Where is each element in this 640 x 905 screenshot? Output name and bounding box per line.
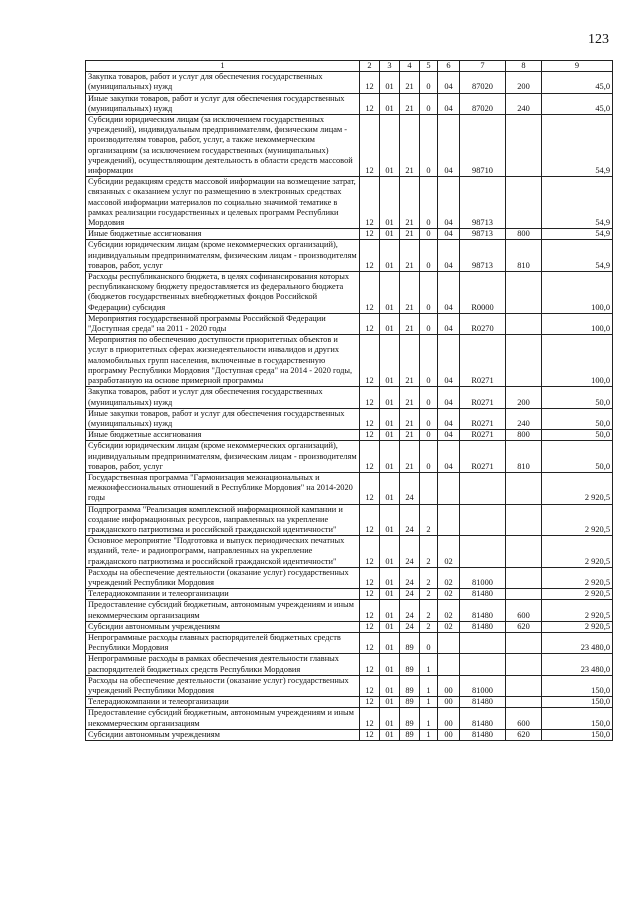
code-direction: 81480 xyxy=(460,589,506,600)
code-expense-type xyxy=(506,313,542,334)
code-subprogram: 1 xyxy=(420,708,438,729)
table-row xyxy=(86,93,613,114)
table-row xyxy=(86,708,613,729)
amount: 2 920,5 xyxy=(542,567,613,588)
code-section: 01 xyxy=(380,589,400,600)
table-row xyxy=(86,441,613,473)
code-ministry: 12 xyxy=(360,229,380,240)
code-section: 01 xyxy=(380,567,400,588)
expense-name: Иные закупки товаров, работ и услуг для обеспечения государственных (муниципальных) нужд xyxy=(86,93,360,114)
code-program: 21 xyxy=(400,272,420,314)
code-ministry: 12 xyxy=(360,729,380,740)
code-section: 01 xyxy=(380,313,400,334)
code-subprogram: 0 xyxy=(420,632,438,653)
expense-name: Государственная программа "Гармонизация межнациональных и межконфессиональных отношений в Республике Мордовия" на 2014-2020 годы xyxy=(86,472,360,504)
code-subprogram: 1 xyxy=(420,675,438,696)
code-subprogram: 0 xyxy=(420,430,438,441)
code-event: 04 xyxy=(438,93,460,114)
table-row xyxy=(86,229,613,240)
code-program: 89 xyxy=(400,675,420,696)
amount: 23 480,0 xyxy=(542,632,613,653)
table-row xyxy=(86,472,613,504)
table-row xyxy=(86,313,613,334)
code-direction: 98713 xyxy=(460,229,506,240)
code-ministry: 12 xyxy=(360,675,380,696)
code-expense-type xyxy=(506,335,542,387)
code-direction: R0271 xyxy=(460,441,506,473)
code-program: 21 xyxy=(400,430,420,441)
code-event: 02 xyxy=(438,536,460,568)
amount: 50,0 xyxy=(542,387,613,408)
code-subprogram: 0 xyxy=(420,335,438,387)
expense-name: Субсидии автономным учреждениям xyxy=(86,621,360,632)
code-expense-type xyxy=(506,675,542,696)
table-row xyxy=(86,729,613,740)
code-ministry: 12 xyxy=(360,313,380,334)
amount: 50,0 xyxy=(542,430,613,441)
code-expense-type xyxy=(506,504,542,536)
expense-name: Иные бюджетные ассигнования xyxy=(86,430,360,441)
code-expense-type: 810 xyxy=(506,441,542,473)
code-event xyxy=(438,632,460,653)
code-expense-type xyxy=(506,272,542,314)
table-row xyxy=(86,567,613,588)
code-program: 24 xyxy=(400,589,420,600)
code-expense-type xyxy=(506,177,542,229)
expense-name: Мероприятия по обеспечению доступности приоритетных объектов и услуг в приоритетных сферах жизнедеятельности инвалидов и других маломобильных групп населения, включенные в государственную программу Республики Мордовия "Доступная среда" на 2014 - 2020 годы, разработанную на основе примерной программы xyxy=(86,335,360,387)
code-event: 00 xyxy=(438,708,460,729)
code-section: 01 xyxy=(380,240,400,272)
table-row xyxy=(86,654,613,675)
code-section: 01 xyxy=(380,430,400,441)
code-direction: R0271 xyxy=(460,430,506,441)
code-program: 21 xyxy=(400,335,420,387)
code-direction: 81480 xyxy=(460,697,506,708)
table-row xyxy=(86,504,613,536)
expense-name: Субсидии юридическим лицам (за исключением государственных учреждений), индивидуальным предпринимателям, физическим лицам - производителям товаров, работ, услуг, а также некоммерческим организациям (за исключением государственных (муниципальных) учреждений), осуществляющим деятельность в области средств массовой информации xyxy=(86,115,360,177)
code-subprogram: 0 xyxy=(420,408,438,429)
table-row xyxy=(86,272,613,314)
amount: 100,0 xyxy=(542,335,613,387)
table-row xyxy=(86,115,613,177)
amount: 2 920,5 xyxy=(542,621,613,632)
code-program: 21 xyxy=(400,177,420,229)
code-ministry: 12 xyxy=(360,115,380,177)
column-number-row xyxy=(86,61,613,72)
code-ministry: 12 xyxy=(360,504,380,536)
code-ministry: 12 xyxy=(360,632,380,653)
code-ministry: 12 xyxy=(360,567,380,588)
expense-name: Телерадиокомпании и телеорганизации xyxy=(86,697,360,708)
page-number: 123 xyxy=(588,32,609,47)
amount: 100,0 xyxy=(542,272,613,314)
code-expense-type xyxy=(506,589,542,600)
code-section: 01 xyxy=(380,600,400,621)
code-ministry: 12 xyxy=(360,387,380,408)
code-ministry: 12 xyxy=(360,589,380,600)
code-ministry: 12 xyxy=(360,177,380,229)
amount: 50,0 xyxy=(542,441,613,473)
code-ministry: 12 xyxy=(360,408,380,429)
expense-name: Закупка товаров, работ и услуг для обеспечения государственных (муниципальных) нужд xyxy=(86,387,360,408)
code-direction: 87020 xyxy=(460,93,506,114)
code-ministry: 12 xyxy=(360,441,380,473)
table-row xyxy=(86,632,613,653)
expense-name: Расходы республиканского бюджета, в целях софинансирования которых республиканскому бюджету предоставляется из федерального бюджета (бюджетов государственных внебюджетных фондов Российской Федерации) субсидия xyxy=(86,272,360,314)
code-direction: 81480 xyxy=(460,729,506,740)
code-event: 02 xyxy=(438,621,460,632)
table-row xyxy=(86,621,613,632)
column-header: 2 xyxy=(360,61,380,72)
code-expense-type xyxy=(506,697,542,708)
code-event: 04 xyxy=(438,115,460,177)
expense-name: Закупка товаров, работ и услуг для обеспечения государственных (муниципальных) нужд xyxy=(86,72,360,93)
table-row xyxy=(86,536,613,568)
code-event: 04 xyxy=(438,313,460,334)
table-row xyxy=(86,335,613,387)
code-ministry: 12 xyxy=(360,600,380,621)
code-event: 02 xyxy=(438,589,460,600)
code-ministry: 12 xyxy=(360,472,380,504)
code-subprogram: 2 xyxy=(420,536,438,568)
code-event: 02 xyxy=(438,567,460,588)
amount: 50,0 xyxy=(542,408,613,429)
expense-name: Основное мероприятие "Подготовка и выпуск периодических печатных изданий, теле- и радиопрограмм, направленных на укрепление гражданского патриотизма и российской гражданской идентичности" xyxy=(86,536,360,568)
code-program: 24 xyxy=(400,504,420,536)
amount: 54,9 xyxy=(542,177,613,229)
amount: 23 480,0 xyxy=(542,654,613,675)
code-event: 04 xyxy=(438,335,460,387)
code-section: 01 xyxy=(380,708,400,729)
code-ministry: 12 xyxy=(360,335,380,387)
code-event: 04 xyxy=(438,177,460,229)
expense-name: Субсидии юридическим лицам (кроме некоммерческих организаций), индивидуальным предпринимателям, физическим лицам - производителям товаров, работ, услуг xyxy=(86,441,360,473)
amount: 100,0 xyxy=(542,313,613,334)
column-header: 9 xyxy=(542,61,613,72)
code-direction: R0271 xyxy=(460,335,506,387)
code-ministry: 12 xyxy=(360,72,380,93)
expense-name: Предоставление субсидий бюджетным, автономным учреждениям и иным некоммерческим организациям xyxy=(86,600,360,621)
table-row xyxy=(86,408,613,429)
amount: 2 920,5 xyxy=(542,504,613,536)
code-program: 89 xyxy=(400,632,420,653)
code-event: 00 xyxy=(438,697,460,708)
code-section: 01 xyxy=(380,504,400,536)
code-program: 21 xyxy=(400,408,420,429)
code-subprogram: 2 xyxy=(420,621,438,632)
code-ministry: 12 xyxy=(360,708,380,729)
code-direction xyxy=(460,536,506,568)
code-subprogram: 1 xyxy=(420,729,438,740)
code-subprogram: 2 xyxy=(420,567,438,588)
code-expense-type: 600 xyxy=(506,708,542,729)
code-subprogram: 0 xyxy=(420,441,438,473)
column-header: 1 xyxy=(86,61,360,72)
code-section: 01 xyxy=(380,729,400,740)
code-ministry: 12 xyxy=(360,621,380,632)
amount: 150,0 xyxy=(542,697,613,708)
expense-name: Непрограммные расходы в рамках обеспечения деятельности главных распорядителей бюджетных средств Республики Мордовия xyxy=(86,654,360,675)
code-direction: 98713 xyxy=(460,177,506,229)
code-section: 01 xyxy=(380,272,400,314)
expense-name: Расходы на обеспечение деятельности (оказание услуг) государственных учреждений Республики Мордовия xyxy=(86,567,360,588)
code-program: 89 xyxy=(400,708,420,729)
code-direction: R0270 xyxy=(460,313,506,334)
code-program: 89 xyxy=(400,654,420,675)
amount: 150,0 xyxy=(542,708,613,729)
table-row xyxy=(86,177,613,229)
code-event: 00 xyxy=(438,675,460,696)
expense-name: Иные бюджетные ассигнования xyxy=(86,229,360,240)
expense-name: Иные закупки товаров, работ и услуг для обеспечения государственных (муниципальных) нужд xyxy=(86,408,360,429)
code-direction: 81000 xyxy=(460,675,506,696)
code-section: 01 xyxy=(380,93,400,114)
code-direction xyxy=(460,654,506,675)
code-program: 24 xyxy=(400,621,420,632)
code-direction: R0271 xyxy=(460,408,506,429)
code-subprogram: 0 xyxy=(420,272,438,314)
code-ministry: 12 xyxy=(360,272,380,314)
code-event xyxy=(438,654,460,675)
code-ministry: 12 xyxy=(360,430,380,441)
amount: 2 920,5 xyxy=(542,472,613,504)
code-expense-type: 620 xyxy=(506,729,542,740)
expense-name: Предоставление субсидий бюджетным, автономным учреждениям и иным некоммерческим организациям xyxy=(86,708,360,729)
code-event: 04 xyxy=(438,272,460,314)
code-section: 01 xyxy=(380,654,400,675)
code-subprogram: 0 xyxy=(420,240,438,272)
code-direction: 87020 xyxy=(460,72,506,93)
code-program: 21 xyxy=(400,72,420,93)
code-subprogram: 0 xyxy=(420,72,438,93)
code-expense-type: 240 xyxy=(506,93,542,114)
code-expense-type xyxy=(506,654,542,675)
code-subprogram xyxy=(420,472,438,504)
amount: 45,0 xyxy=(542,72,613,93)
code-program: 21 xyxy=(400,387,420,408)
code-subprogram: 1 xyxy=(420,697,438,708)
code-expense-type: 200 xyxy=(506,72,542,93)
code-subprogram: 2 xyxy=(420,504,438,536)
code-section: 01 xyxy=(380,335,400,387)
amount: 150,0 xyxy=(542,675,613,696)
table-row xyxy=(86,72,613,93)
code-section: 01 xyxy=(380,72,400,93)
amount: 150,0 xyxy=(542,729,613,740)
table-row xyxy=(86,430,613,441)
code-section: 01 xyxy=(380,621,400,632)
code-section: 01 xyxy=(380,675,400,696)
amount: 54,9 xyxy=(542,240,613,272)
code-program: 24 xyxy=(400,600,420,621)
code-program: 89 xyxy=(400,697,420,708)
code-program: 21 xyxy=(400,229,420,240)
code-ministry: 12 xyxy=(360,93,380,114)
code-expense-type: 810 xyxy=(506,240,542,272)
code-expense-type xyxy=(506,472,542,504)
expense-name: Субсидии юридическим лицам (кроме некоммерческих организаций), индивидуальным предпринимателям, физическим лицам - производителям товаров, работ, услуг xyxy=(86,240,360,272)
code-expense-type: 800 xyxy=(506,229,542,240)
code-direction: R0271 xyxy=(460,387,506,408)
code-expense-type: 200 xyxy=(506,387,542,408)
code-section: 01 xyxy=(380,177,400,229)
amount: 45,0 xyxy=(542,93,613,114)
table-row xyxy=(86,600,613,621)
code-subprogram: 0 xyxy=(420,313,438,334)
column-header: 5 xyxy=(420,61,438,72)
code-direction xyxy=(460,504,506,536)
code-event: 00 xyxy=(438,729,460,740)
expense-name: Расходы на обеспечение деятельности (оказание услуг) государственных учреждений Республики Мордовия xyxy=(86,675,360,696)
code-direction: 81480 xyxy=(460,600,506,621)
code-direction: 81480 xyxy=(460,621,506,632)
code-section: 01 xyxy=(380,472,400,504)
code-expense-type: 800 xyxy=(506,430,542,441)
code-event: 04 xyxy=(438,240,460,272)
code-direction xyxy=(460,632,506,653)
code-expense-type xyxy=(506,567,542,588)
code-program: 21 xyxy=(400,313,420,334)
code-program: 24 xyxy=(400,472,420,504)
code-direction: R0000 xyxy=(460,272,506,314)
code-direction: 98710 xyxy=(460,115,506,177)
code-section: 01 xyxy=(380,387,400,408)
code-subprogram: 0 xyxy=(420,177,438,229)
expense-name: Субсидии автономным учреждениям xyxy=(86,729,360,740)
code-subprogram: 2 xyxy=(420,589,438,600)
code-program: 24 xyxy=(400,536,420,568)
code-section: 01 xyxy=(380,697,400,708)
code-program: 21 xyxy=(400,240,420,272)
column-header: 4 xyxy=(400,61,420,72)
code-section: 01 xyxy=(380,536,400,568)
code-section: 01 xyxy=(380,229,400,240)
amount: 2 920,5 xyxy=(542,589,613,600)
budget-table xyxy=(85,60,613,741)
code-section: 01 xyxy=(380,632,400,653)
code-program: 21 xyxy=(400,115,420,177)
column-header: 7 xyxy=(460,61,506,72)
amount: 2 920,5 xyxy=(542,536,613,568)
code-event: 04 xyxy=(438,229,460,240)
column-header: 6 xyxy=(438,61,460,72)
code-section: 01 xyxy=(380,115,400,177)
code-event xyxy=(438,472,460,504)
code-event: 04 xyxy=(438,72,460,93)
code-subprogram: 0 xyxy=(420,387,438,408)
code-ministry: 12 xyxy=(360,240,380,272)
code-expense-type: 600 xyxy=(506,600,542,621)
amount: 54,9 xyxy=(542,229,613,240)
code-program: 21 xyxy=(400,441,420,473)
code-ministry: 12 xyxy=(360,536,380,568)
code-subprogram: 1 xyxy=(420,654,438,675)
code-expense-type: 620 xyxy=(506,621,542,632)
expense-name: Мероприятия государственной программы Российской Федерации "Доступная среда" на 2011 - 2020 годы xyxy=(86,313,360,334)
code-direction: 81480 xyxy=(460,708,506,729)
code-section: 01 xyxy=(380,441,400,473)
table-row xyxy=(86,675,613,696)
code-program: 21 xyxy=(400,93,420,114)
code-expense-type xyxy=(506,536,542,568)
code-event: 04 xyxy=(438,408,460,429)
table-row xyxy=(86,589,613,600)
code-subprogram: 0 xyxy=(420,115,438,177)
code-section: 01 xyxy=(380,408,400,429)
code-ministry: 12 xyxy=(360,654,380,675)
expense-name: Подпрограмма "Реализация комплексной информационной кампании и создание информационных ресурсов, направленных на укрепление гражданского патриотизма и российской гражданской идентичности" xyxy=(86,504,360,536)
code-expense-type xyxy=(506,115,542,177)
code-subprogram: 2 xyxy=(420,600,438,621)
expense-name: Субсидии редакциям средств массовой информации на возмещение затрат, связанных с оказанием услуг по размещению в электронных средствах массовой информации материалов по социально значимой тематике в рамках реализации государственных и целевых программ Республики Мордовия xyxy=(86,177,360,229)
code-program: 24 xyxy=(400,567,420,588)
column-header: 8 xyxy=(506,61,542,72)
code-ministry: 12 xyxy=(360,697,380,708)
code-event: 04 xyxy=(438,387,460,408)
code-subprogram: 0 xyxy=(420,93,438,114)
code-direction: 81000 xyxy=(460,567,506,588)
amount: 2 920,5 xyxy=(542,600,613,621)
code-program: 89 xyxy=(400,729,420,740)
table-row xyxy=(86,697,613,708)
code-subprogram: 0 xyxy=(420,229,438,240)
column-header: 3 xyxy=(380,61,400,72)
code-expense-type xyxy=(506,632,542,653)
code-direction xyxy=(460,472,506,504)
code-event: 02 xyxy=(438,600,460,621)
table-row xyxy=(86,240,613,272)
table-row xyxy=(86,387,613,408)
code-direction: 98713 xyxy=(460,240,506,272)
code-event: 04 xyxy=(438,441,460,473)
code-event: 04 xyxy=(438,430,460,441)
expense-name: Непрограммные расходы главных распорядителей бюджетных средств Республики Мордовия xyxy=(86,632,360,653)
code-expense-type: 240 xyxy=(506,408,542,429)
expense-name: Телерадиокомпании и телеорганизации xyxy=(86,589,360,600)
amount: 54,9 xyxy=(542,115,613,177)
code-event xyxy=(438,504,460,536)
